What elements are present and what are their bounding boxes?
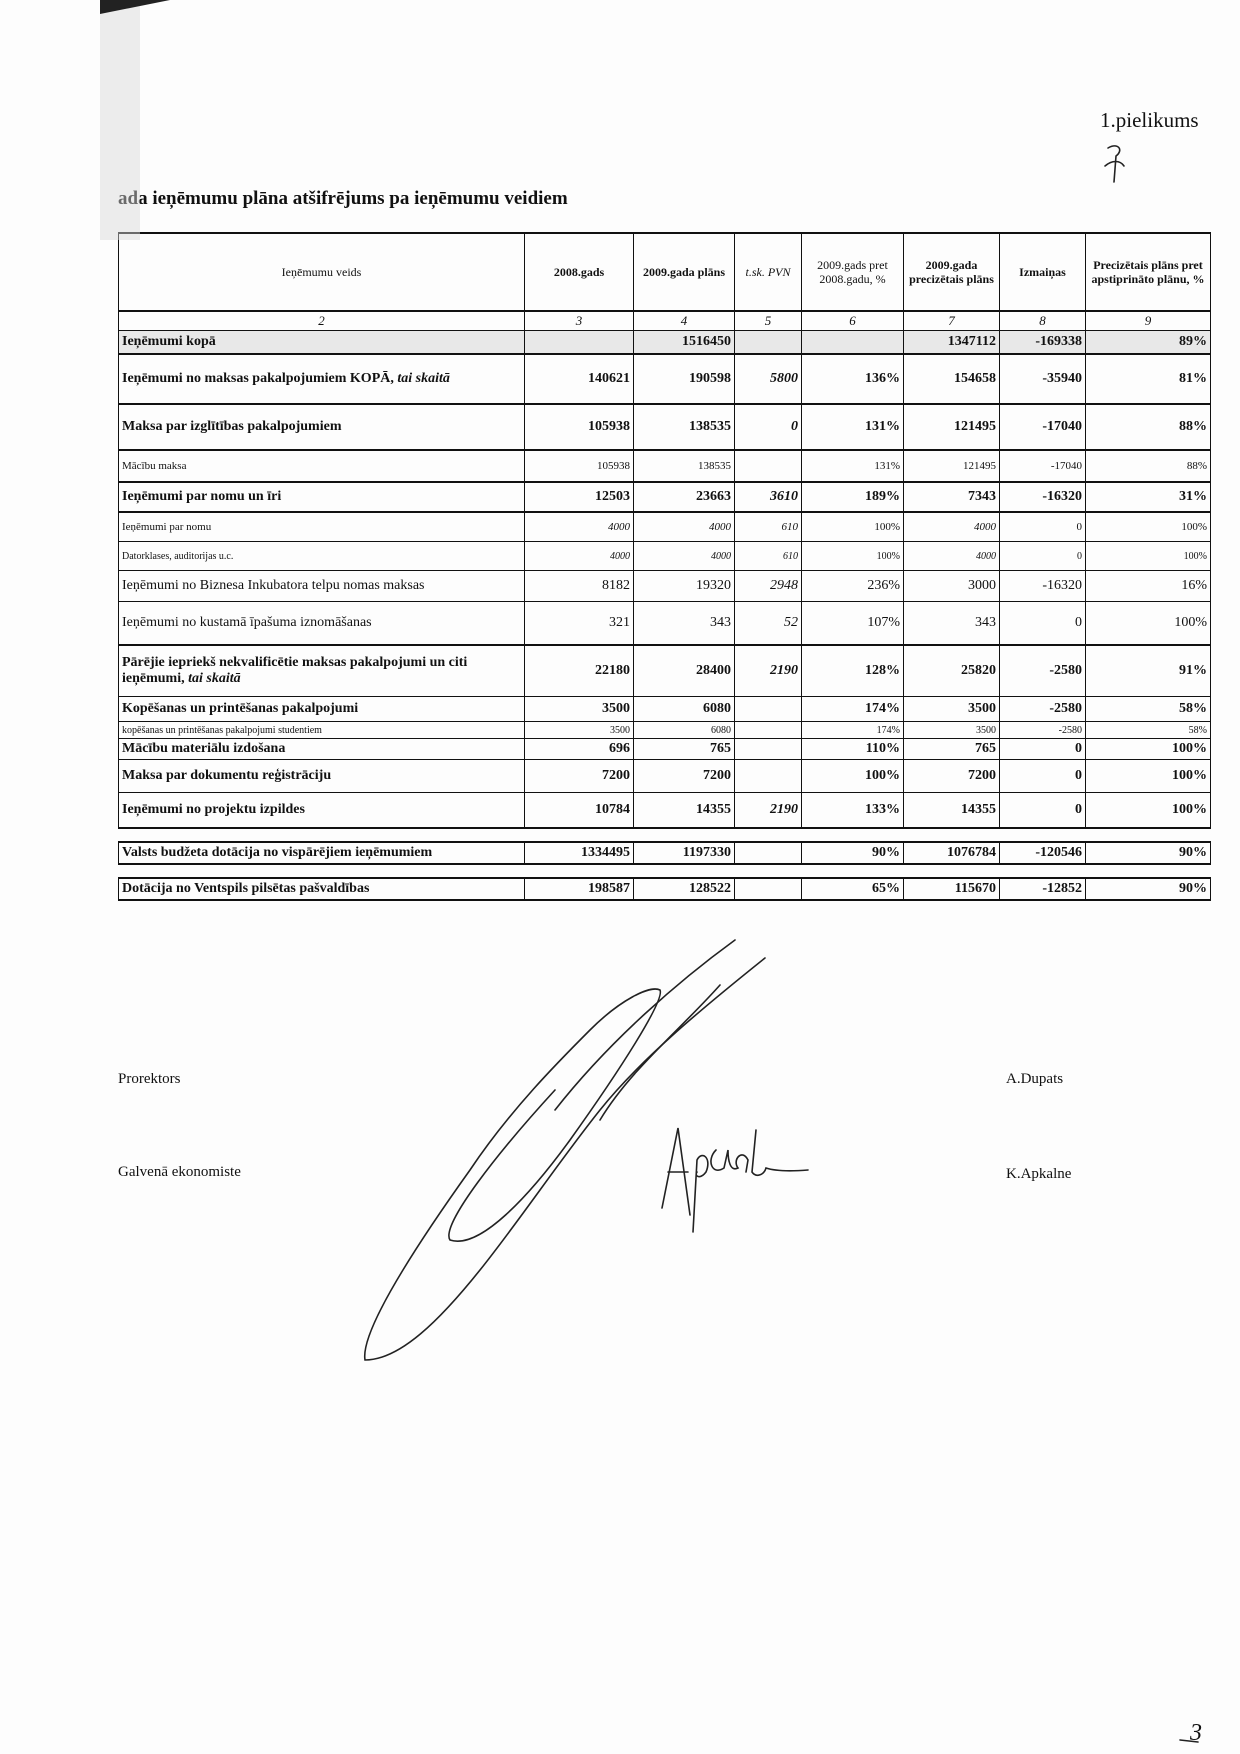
cell-plan2009: 4000	[634, 542, 735, 571]
row-label-text: Ieņēmumi no kustamā īpašuma iznomāšanas	[122, 615, 372, 630]
cell-refined: 765	[904, 739, 1000, 760]
cell-change: 0	[1000, 542, 1086, 571]
column-number: 5	[735, 311, 802, 331]
header-refined: 2009.gada precizētais plāns	[904, 233, 1000, 311]
signature-1-stroke-2	[555, 940, 735, 1120]
cell-change: -12852	[1000, 878, 1086, 900]
signer-1-name: A.Dupats	[1006, 1071, 1064, 1087]
cell-vat: 0	[735, 404, 802, 450]
cell-change: -2580	[1000, 697, 1086, 722]
row-label-text: Maksa par dokumentu reģistrāciju	[122, 768, 332, 783]
cell-refined: 7343	[904, 482, 1000, 512]
cell-refined_vs: 90%	[1086, 878, 1211, 900]
cell-change: -16320	[1000, 571, 1086, 602]
cell-vat: 5800	[735, 354, 802, 404]
cell-y2008: 22180	[525, 645, 634, 697]
header-change: Izmaiņas	[1000, 233, 1086, 311]
header-y2008: 2008.gads	[525, 233, 634, 311]
row-label-text: Kopēšanas un printēšanas pakalpojumi	[122, 701, 359, 716]
annex-label: 1.pielikums	[1100, 108, 1199, 132]
cell-refined_vs: 91%	[1086, 645, 1211, 697]
cell-plan2009: 1197330	[634, 842, 735, 864]
cell-refined_vs: 100%	[1086, 793, 1211, 829]
cell-plan2009: 128522	[634, 878, 735, 900]
cell-refined_vs: 89%	[1086, 331, 1211, 355]
cell-change: 0	[1000, 793, 1086, 829]
cell-vat: 2948	[735, 571, 802, 602]
cell-y2008: 12503	[525, 482, 634, 512]
signature-2-stroke	[662, 1128, 808, 1232]
cell-ratio: 65%	[802, 878, 904, 900]
cell-refined_vs: 88%	[1086, 450, 1211, 482]
cell-y2008: 10784	[525, 793, 634, 829]
cell-vat: 2190	[735, 793, 802, 829]
cell-ratio: 110%	[802, 739, 904, 760]
cell-refined: 14355	[904, 793, 1000, 829]
cell-refined_vs: 31%	[1086, 482, 1211, 512]
cell-refined_vs: 81%	[1086, 354, 1211, 404]
cell-refined: 25820	[904, 645, 1000, 697]
cell-refined_vs: 100%	[1086, 542, 1211, 571]
cell-refined: 121495	[904, 404, 1000, 450]
cell-change: -2580	[1000, 722, 1086, 739]
row-label-text: Ieņēmumi kopā	[122, 334, 216, 349]
cell-plan2009: 6080	[634, 697, 735, 722]
cell-plan2009: 765	[634, 739, 735, 760]
cell-ratio: 131%	[802, 404, 904, 450]
cell-refined_vs: 100%	[1086, 512, 1211, 542]
cell-plan2009: 14355	[634, 793, 735, 829]
cell-refined_vs: 16%	[1086, 571, 1211, 602]
row-label-text: Ieņēmumi par nomu	[122, 521, 212, 533]
cell-y2008: 8182	[525, 571, 634, 602]
cell-change: -17040	[1000, 404, 1086, 450]
scan-edge-shadow	[100, 0, 140, 240]
row-label-text: Datorklases, auditorijas u.c.	[122, 550, 234, 562]
cell-plan2009: 7200	[634, 760, 735, 793]
signer-1-role: Prorektors	[118, 1071, 181, 1087]
cell-vat: 52	[735, 602, 802, 646]
cell-plan2009: 138535	[634, 404, 735, 450]
header-type: Ieņēmumu veids	[119, 233, 525, 311]
cell-y2008: 105938	[525, 404, 634, 450]
cell-change: -16320	[1000, 482, 1086, 512]
row-label-text: Ieņēmumi no projektu izpildes	[122, 802, 305, 817]
cell-y2008: 105938	[525, 450, 634, 482]
cell-ratio: 100%	[802, 760, 904, 793]
cell-ratio: 136%	[802, 354, 904, 404]
header-vat: t.sk. PVN	[735, 233, 802, 311]
cell-y2008: 140621	[525, 354, 634, 404]
cell-vat: 3610	[735, 482, 802, 512]
cell-plan2009: 6080	[634, 722, 735, 739]
cell-plan2009: 190598	[634, 354, 735, 404]
cell-y2008: 1334495	[525, 842, 634, 864]
cell-plan2009: 1516450	[634, 331, 735, 355]
cell-ratio: 90%	[802, 842, 904, 864]
column-number: 3	[525, 311, 634, 331]
cell-plan2009: 4000	[634, 512, 735, 542]
column-number: 6	[802, 311, 904, 331]
cell-y2008: 321	[525, 602, 634, 646]
cell-plan2009: 343	[634, 602, 735, 646]
row-label-suffix: tai skaitā	[188, 671, 241, 686]
row-label-suffix: tai skaitā	[397, 371, 450, 386]
cell-refined_vs: 58%	[1086, 722, 1211, 739]
row-label-text: Pārējie iepriekš nekvalificētie maksas pakalpojumi un citi ieņēmumi,	[122, 655, 468, 686]
cell-ratio: 174%	[802, 697, 904, 722]
cell-ratio: 174%	[802, 722, 904, 739]
column-number: 7	[904, 311, 1000, 331]
cell-ratio: 128%	[802, 645, 904, 697]
cell-change: -120546	[1000, 842, 1086, 864]
row-label-text: Ieņēmumi no maksas pakalpojumiem KOPĀ,	[122, 371, 394, 386]
cell-ratio: 100%	[802, 542, 904, 571]
header-ratio: 2009.gads pret 2008.gadu, %	[802, 233, 904, 311]
cell-plan2009: 19320	[634, 571, 735, 602]
cell-refined: 3500	[904, 697, 1000, 722]
cell-change: -35940	[1000, 354, 1086, 404]
cell-refined: 121495	[904, 450, 1000, 482]
annex-mark	[1105, 146, 1124, 182]
signature-1-stroke	[365, 958, 765, 1360]
cell-change: 0	[1000, 602, 1086, 646]
signer-2-role: Galvenā ekonomiste	[118, 1164, 241, 1180]
column-number: 2	[119, 311, 525, 331]
cell-y2008: 3500	[525, 697, 634, 722]
cell-refined: 154658	[904, 354, 1000, 404]
cell-refined_vs: 90%	[1086, 842, 1211, 864]
cell-plan2009: 28400	[634, 645, 735, 697]
column-number: 9	[1086, 311, 1211, 331]
cell-refined: 7200	[904, 760, 1000, 793]
cell-refined: 3000	[904, 571, 1000, 602]
cell-change: 0	[1000, 512, 1086, 542]
cell-refined: 1076784	[904, 842, 1000, 864]
document-title: ada ieņēmumu plāna atšifrējums pa ieņēmumu veidiem	[118, 188, 568, 209]
cell-ratio: 131%	[802, 450, 904, 482]
row-label-text: Maksa par izglītības pakalpojumiem	[122, 419, 342, 434]
column-number: 8	[1000, 311, 1086, 331]
cell-plan2009: 23663	[634, 482, 735, 512]
cell-ratio: 189%	[802, 482, 904, 512]
cell-ratio: 133%	[802, 793, 904, 829]
cell-ratio: 236%	[802, 571, 904, 602]
cell-refined: 3500	[904, 722, 1000, 739]
cell-change: 0	[1000, 760, 1086, 793]
cell-y2008: 3500	[525, 722, 634, 739]
cell-change: 0	[1000, 739, 1086, 760]
cell-change: -17040	[1000, 450, 1086, 482]
cell-refined_vs: 88%	[1086, 404, 1211, 450]
row-label-text: kopēšanas un printēšanas pakalpojumi studentiem	[122, 724, 322, 736]
cell-refined_vs: 58%	[1086, 697, 1211, 722]
cell-vat: 610	[735, 512, 802, 542]
page-number: 3	[1190, 1720, 1202, 1746]
cell-refined: 343	[904, 602, 1000, 646]
cell-refined_vs: 100%	[1086, 602, 1211, 646]
cell-refined: 115670	[904, 878, 1000, 900]
cell-ratio: 100%	[802, 512, 904, 542]
signer-2-name: K.Apkalne	[1006, 1166, 1072, 1182]
column-number: 4	[634, 311, 735, 331]
cell-change: -169338	[1000, 331, 1086, 355]
cell-refined: 4000	[904, 542, 1000, 571]
row-label-text: Dotācija no Ventspils pilsētas pašvaldības	[122, 881, 370, 896]
cell-y2008: 7200	[525, 760, 634, 793]
cell-y2008: 696	[525, 739, 634, 760]
row-label-text: Mācību materiālu izdošana	[122, 741, 286, 756]
cell-change: -2580	[1000, 645, 1086, 697]
row-label-text: Valsts budžeta dotācija no vispārējiem ieņēmumiem	[122, 845, 433, 860]
cell-refined: 1347112	[904, 331, 1000, 355]
cell-vat: 610	[735, 542, 802, 571]
cell-y2008: 4000	[525, 512, 634, 542]
row-label-text: Ieņēmumi no Biznesa Inkubatora telpu nomas maksas	[122, 578, 425, 593]
cell-refined_vs: 100%	[1086, 760, 1211, 793]
cell-refined: 4000	[904, 512, 1000, 542]
row-label-text: Ieņēmumi par nomu un īri	[122, 489, 282, 504]
header-refined_vs: Precizētais plāns pret apstiprināto plānu, %	[1086, 233, 1211, 311]
cell-ratio: 107%	[802, 602, 904, 646]
cell-vat: 2190	[735, 645, 802, 697]
cell-y2008: 4000	[525, 542, 634, 571]
cell-plan2009: 138535	[634, 450, 735, 482]
row-label-text: Mācību maksa	[122, 460, 187, 472]
cell-y2008: 198587	[525, 878, 634, 900]
header-plan2009: 2009.gada plāns	[634, 233, 735, 311]
cell-refined_vs: 100%	[1086, 739, 1211, 760]
